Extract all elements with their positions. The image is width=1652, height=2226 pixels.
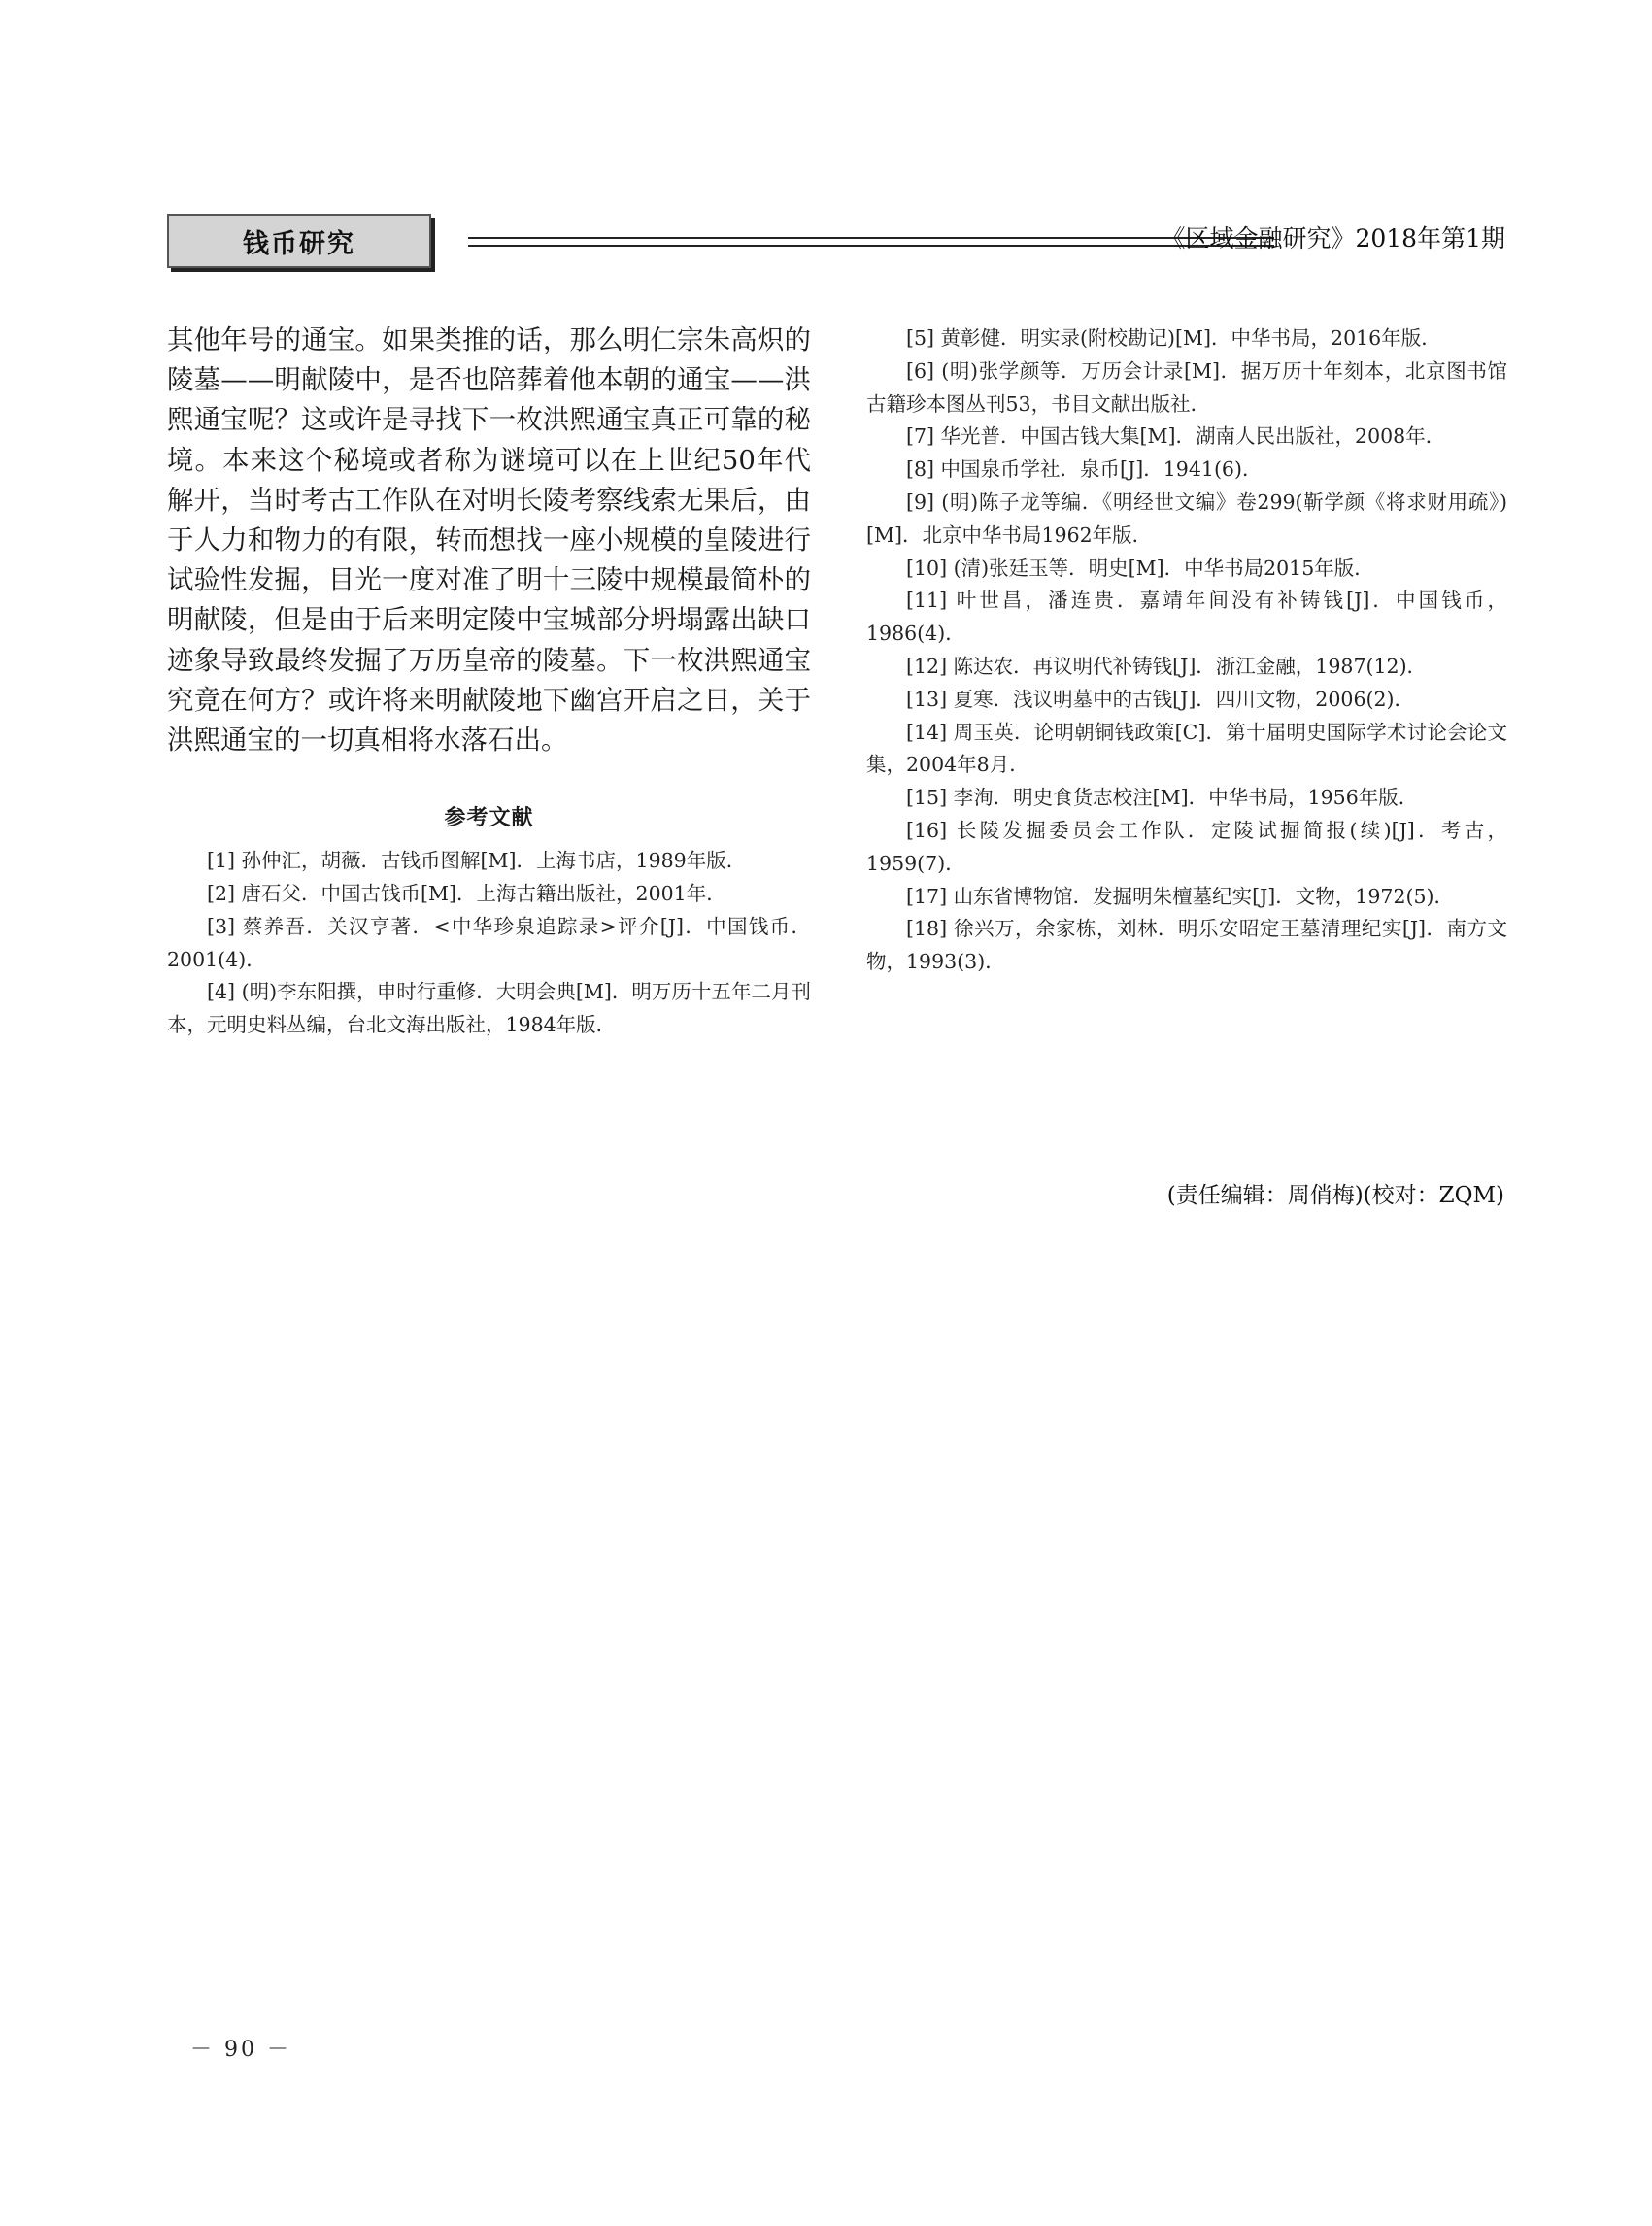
editor-credits: (责任编辑：周俏梅)(校对：ZQM) (1166, 1183, 1504, 1208)
reference-item: [16] 长陵发掘委员会工作队．定陵试掘简报(续)[J]．考古，1959(7)． (866, 818, 1507, 875)
references-title: 参考文献 (444, 806, 534, 831)
reference-item: [8] 中国泉币学社．泉币[J]．1941(6)． (906, 457, 1263, 482)
reference-item: [6] (明)张学颜等．万历会计录[M]．据万历十年刻本，北京图书馆古籍珍本图丛刊53，书目文献出版社． (866, 358, 1507, 416)
reference-item: [13] 夏寒．浅议明墓中的古钱[J]．四川文物，2006(2)． (906, 687, 1415, 711)
header-rule-top (468, 237, 1274, 239)
reference-item: [17] 山东省博物馆．发掘明朱檀墓纪实[J]．文物，1972(5)． (906, 884, 1455, 908)
reference-item: [12] 陈达农．再议明代补铸钱[J]．浙江金融，1987(12)． (906, 654, 1428, 678)
journal-issue: 《区域金融研究》2018年第1期 (1161, 224, 1505, 253)
reference-item: [2] 唐石父．中国古钱币[M]．上海古籍出版社，2001年． (207, 882, 726, 906)
references-left (167, 845, 811, 1042)
reference-item: [18] 徐兴万，余家栋，刘林．明乐安昭定王墓清理纪实[J]．南方文物，1993(3)． (866, 917, 1507, 974)
reference-item: [7] 华光普．中国古钱大集[M]．湖南人民出版社，2008年． (906, 424, 1446, 449)
section-label: 钱币研究 (167, 214, 431, 268)
body-text (167, 320, 811, 760)
reference-item: [3] 蔡养吾．关汉亨著．<中华珍泉追踪录>评介[J]．中国钱币．2001(4)． (167, 914, 811, 971)
page-number: － 90 － (190, 2038, 291, 2062)
reference-item: [1] 孙仲汇，胡薇．古钱币图解[M]．上海书店，1989年版． (207, 849, 747, 873)
page-header (167, 214, 1505, 270)
references-right (866, 322, 1507, 979)
reference-item: [9] (明)陈子龙等编．《明经世文编》卷299(靳学颜《将求财用疏》)[M]．北京中华书局1962年版． (866, 489, 1507, 547)
reference-item: [4] (明)李东阳撰，申时行重修．大明会典[M]．明万历十五年二月刊本，元明史料丛编，台北文海出版社，1984年版． (167, 980, 811, 1037)
body-paragraph: 其他年号的通宝。如果类推的话，那么明仁宗朱高炽的陵墓——明献陵中，是否也陪葬着他本朝的通宝——洪熙通宝呢？这或许是寻找下一枚洪熙通宝真正可靠的秘境。本来这个秘境或者称为谜境可以在上世纪50年代解开，当时考古工作队在对明长陵考察线索无果后，由于人力和物力的有限，转而想找一座小规模的皇陵进行试验性发掘，目光一度对准了明十三陵中规模最简朴的明献陵，但是由于后来明定陵中宝城部分坍塌露出缺口迹象导致最终发掘了万历皇帝的陵墓。下一枚洪熙通宝究竟在何方？或许将来明献陵地下幽宫开启之日，关于洪熙通宝的一切真相将水落石出。 (167, 324, 811, 757)
reference-item: [11] 叶世昌，潘连贵．嘉靖年间没有补铸钱[J]．中国钱币，1986(4)． (866, 589, 1507, 646)
reference-item: [15] 李洵．明史食货志校注[M]．中华书局，1956年版． (906, 786, 1419, 810)
header-rule-bottom (468, 245, 1274, 247)
reference-item: [10] (清)张廷玉等．明史[M]．中华书局2015年版． (906, 556, 1374, 580)
reference-item: [14] 周玉英．论明朝铜钱政策[C]．第十届明史国际学术讨论会论文集，2004年8月． (866, 720, 1507, 777)
reference-item: [5] 黄彰健．明实录(附校勘记)[M]．中华书局，2016年版． (906, 326, 1441, 350)
left-column (167, 320, 811, 1042)
right-column (866, 322, 1507, 979)
